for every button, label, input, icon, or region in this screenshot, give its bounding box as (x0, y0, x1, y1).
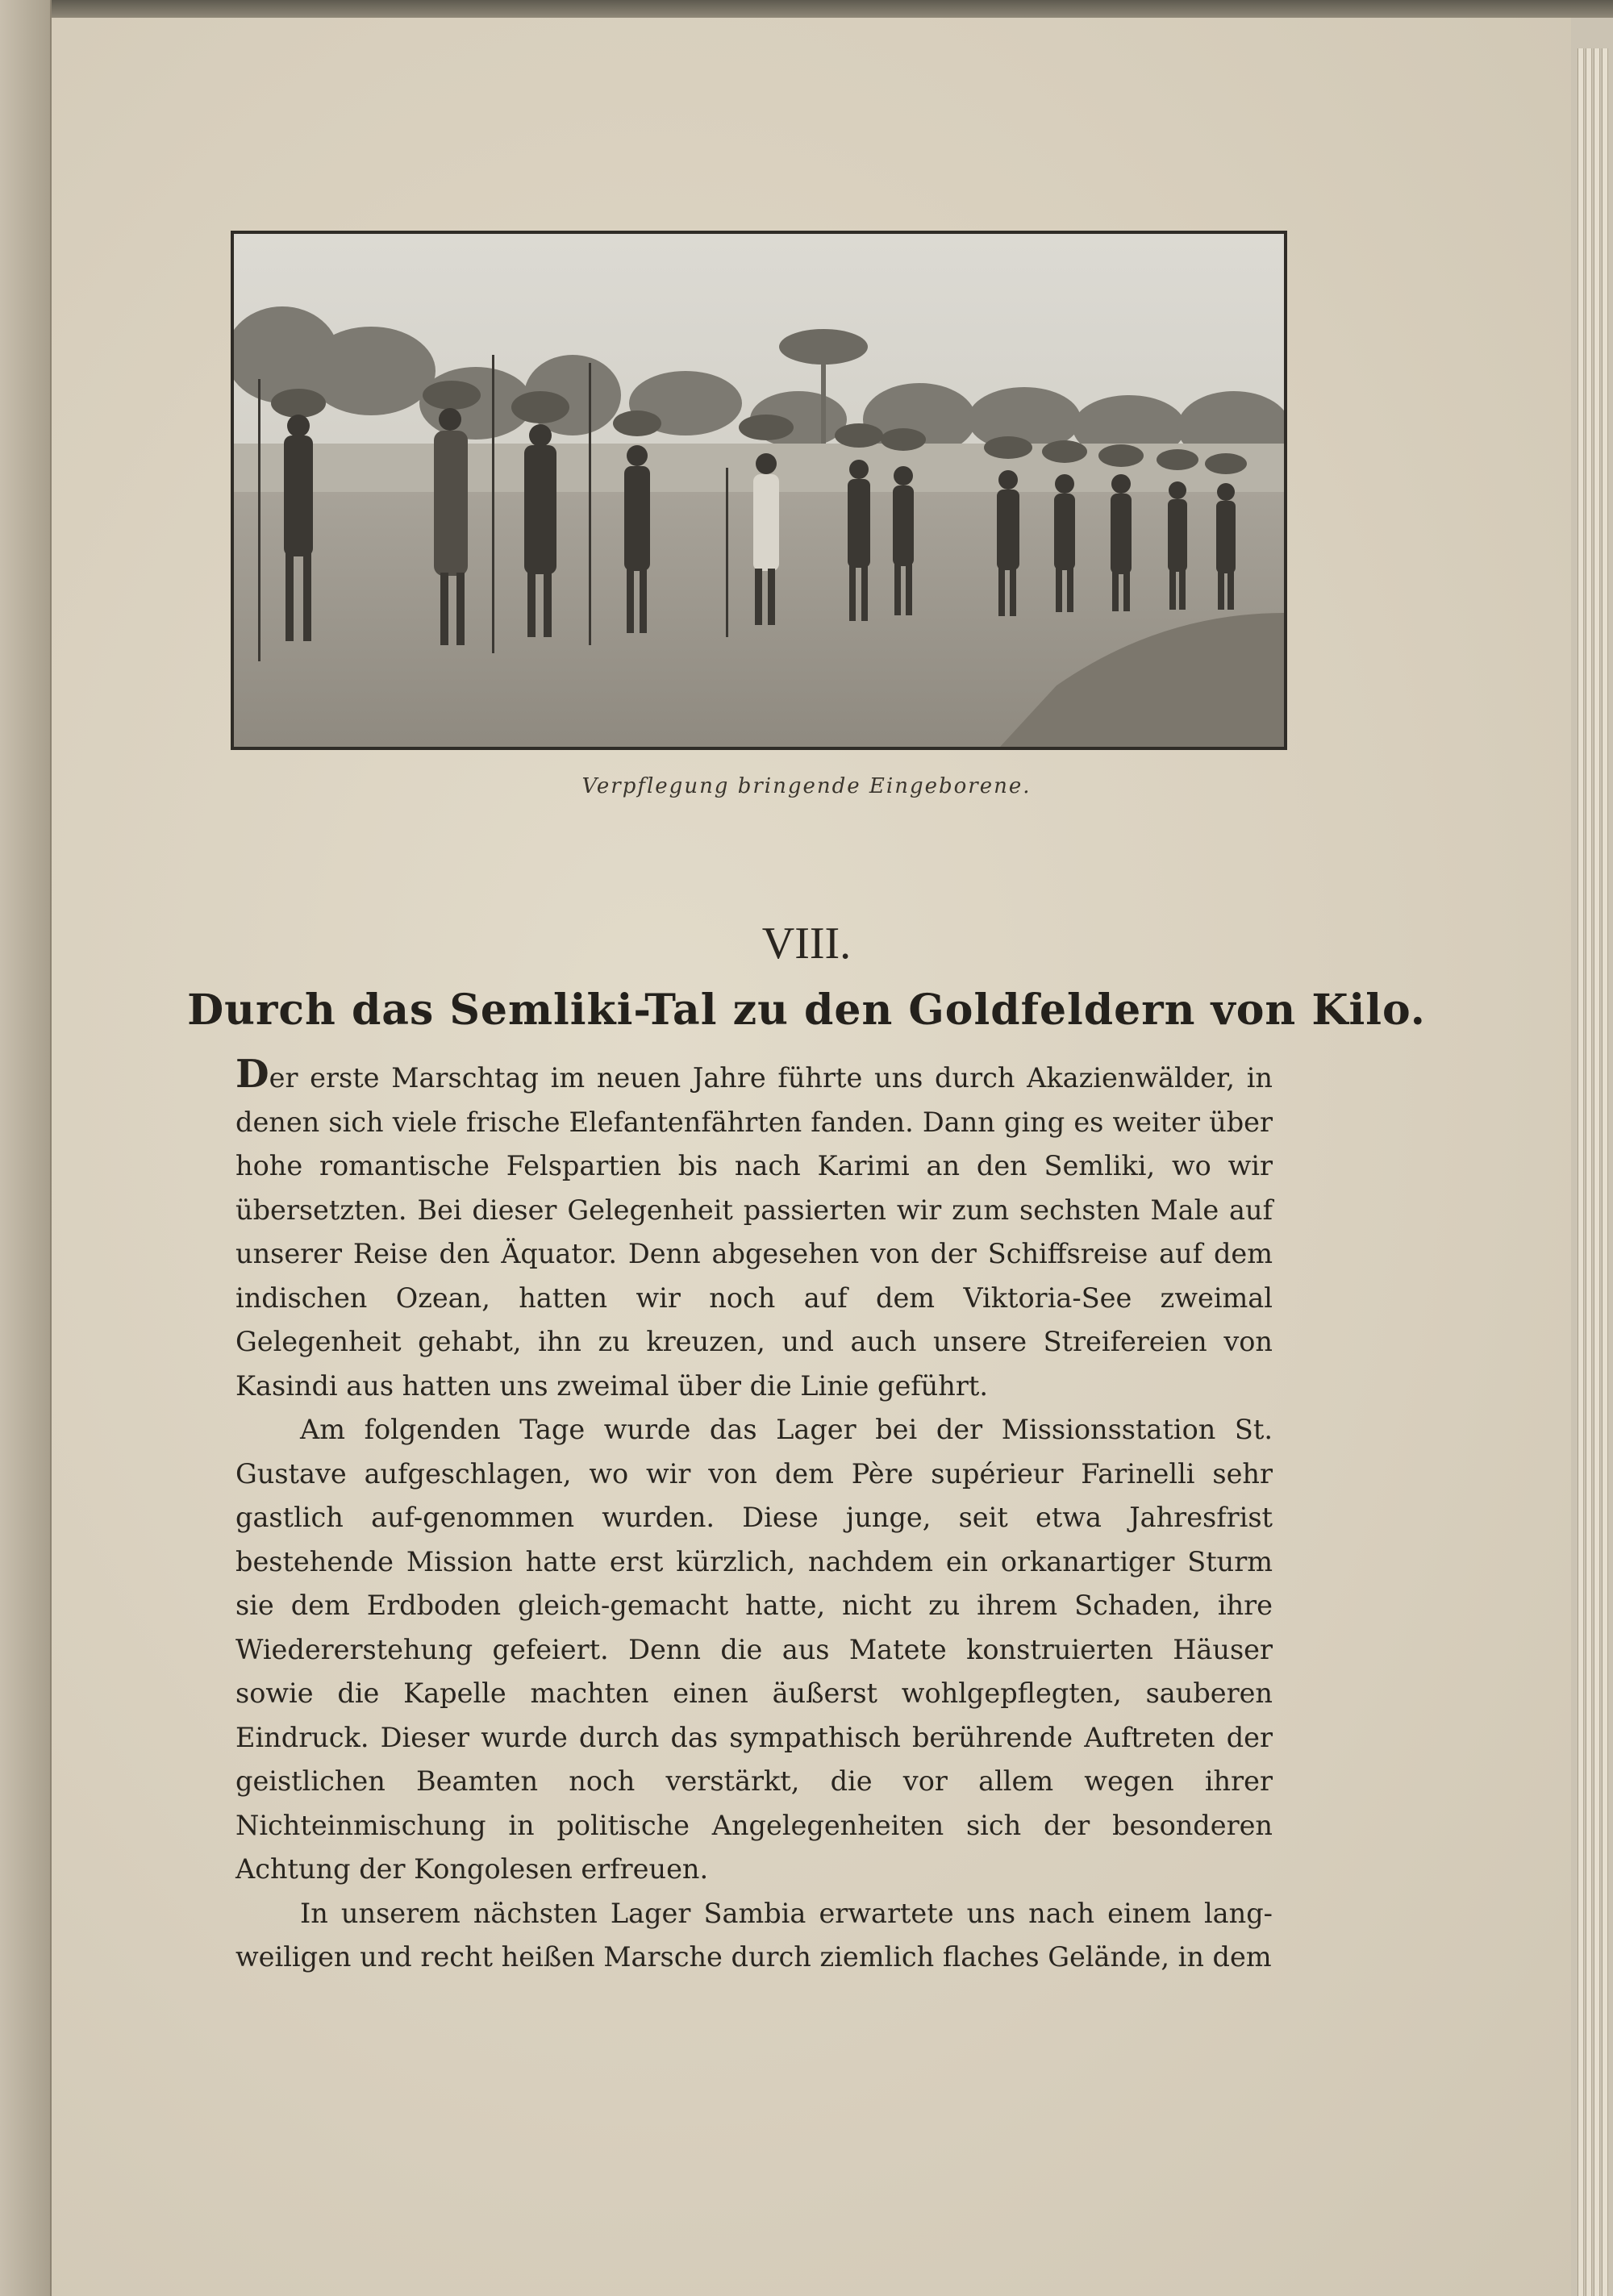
photo-scene (234, 234, 1284, 747)
photo-caption: Verpflegung bringende Eingeborene. (581, 774, 1032, 798)
chapter-body (235, 1052, 1273, 1980)
page-edge (1602, 48, 1608, 2296)
paragraph (235, 1892, 1273, 1980)
chapter-title: Durch das Semliki-Tal zu den Goldfeldern von Kilo. (187, 985, 1426, 1035)
page-edge (1594, 48, 1600, 2296)
book-top-edge (0, 0, 1613, 18)
page-edge (1578, 48, 1584, 2296)
paragraph-text: In unserem nächsten Lager Sambia erwartete uns nach einem lang-weiligen und recht heißen Marsche durch ziemlich flaches Gelände, in dem (235, 1897, 1273, 1973)
photograph-natives-carrying-provisions (231, 231, 1287, 750)
book-spine (0, 0, 52, 2296)
paragraph-text: er erste Marschtag im neuen Jahre führte uns durch Akazienwälder, in denen sich viele frische Elefantenfährten fanden. Dann ging es weiter über hohe romantische Felspartien bis nach Karimi an den Semliki, wo wir übersetzten. Bei dieser Gelegenheit passierten wir zum sechsten Male auf unserer Reise den Äquator. Denn abgesehen von der Schiffsreise auf dem indischen Ozean, hatten wir noch auf dem Viktoria-See zweimal Gelegenheit gehabt, ihn zu kreuzen, und auch unsere Streifereien von Kasindi aus hatten uns zweimal über die Linie geführt. (235, 1062, 1273, 1402)
paragraph (235, 1052, 1273, 1408)
paragraph-text: Am folgenden Tage wurde das Lager bei der Missionsstation St. Gustave aufgeschlagen, wo wir von dem Père supérieur Farinelli sehr gastlich auf-genommen wurden. Diese junge, seit etwa Jahresfrist bestehende Mission hatte erst kürzlich, nachdem ein orkanartiger Sturm sie dem Erdboden gleich-gemacht hatte, nicht zu ihrem Schaden, ihre Wiedererstehung gefeiert. Denn die aus Matete konstruierten Häuser sowie die Kapelle machten einen äußerst wohlgepflegten, sauberen Eindruck. Dieser wurde durch das sympathisch berührende Auftreten der geistlichen Beamten noch verstärkt, die vor allem wegen ihrer Nichteinmischung in politische Angelegenheiten sich der besonderen Achtung der Kongolesen erfreuen. (235, 1414, 1273, 1885)
chapter-number: VIII. (761, 919, 852, 969)
paragraph (235, 1408, 1273, 1892)
initial-letter: D (235, 1052, 269, 1097)
page-edge (1586, 48, 1592, 2296)
